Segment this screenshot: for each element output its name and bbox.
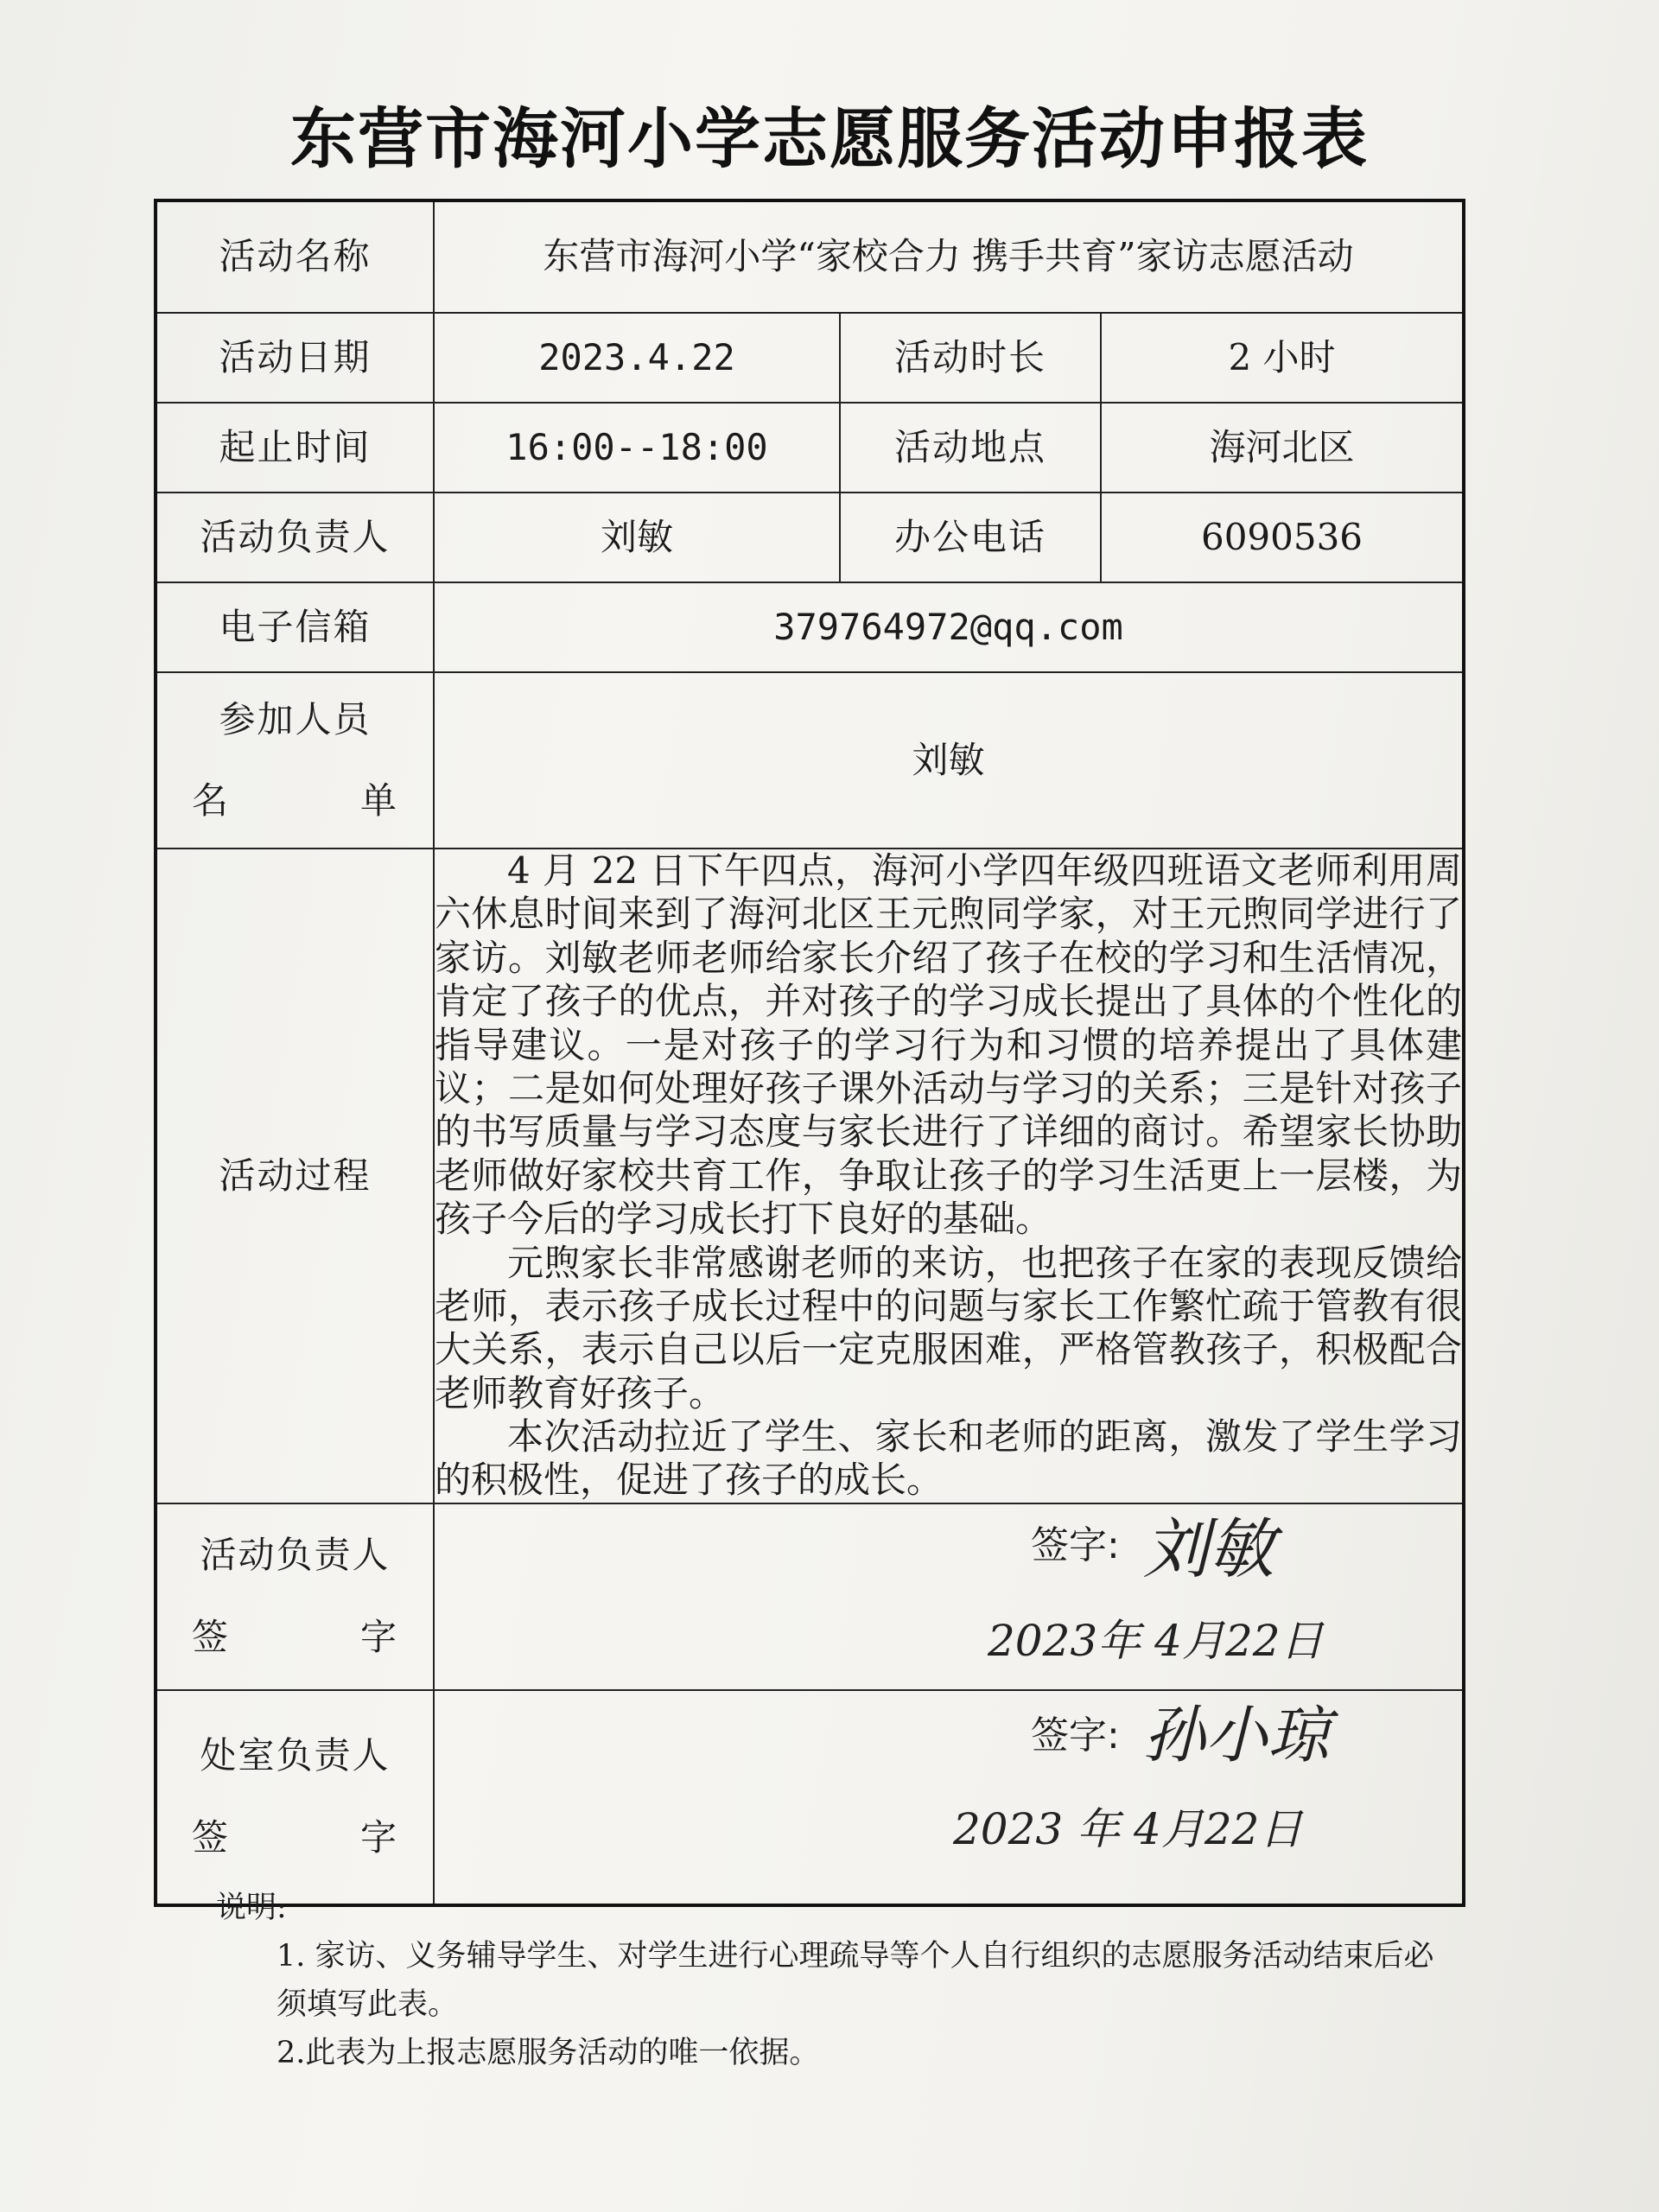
label-participants <box>156 672 434 849</box>
leader-sign-date: 2023年 4月22日 <box>988 1615 1324 1666</box>
office-handwritten-signature: 孙小琼 <box>1143 1698 1331 1771</box>
row-email <box>156 582 1464 672</box>
value-leader: 刘敏 <box>434 493 840 582</box>
row-activity-name <box>156 200 1464 313</box>
form-title: 东营市海河小学志愿服务活动申报表 <box>290 100 1369 177</box>
label-leader: 活动负责人 <box>156 493 434 582</box>
label-office-sign-char-b: 字 <box>359 1815 398 1859</box>
label-office-sign <box>156 1690 434 1905</box>
row-process <box>156 849 1464 1503</box>
row-participants <box>156 672 1464 849</box>
label-time-range: 起止时间 <box>156 403 434 493</box>
value-time-range: 16:00--18:00 <box>434 403 840 493</box>
leader-handwritten-signature: 刘敏 <box>1143 1510 1274 1587</box>
value-office-phone: 6090536 <box>1101 493 1464 582</box>
value-duration: 2 小时 <box>1101 313 1464 403</box>
notes-heading: 说明: <box>216 1891 287 1925</box>
value-activity-date: 2023.4.22 <box>434 313 840 403</box>
label-participants-line1: 参加人员 <box>219 697 372 741</box>
office-sign-date: 2023 年 4月22日 <box>953 1803 1303 1854</box>
office-sign-area <box>434 1690 1464 1905</box>
label-location: 活动地点 <box>840 403 1101 493</box>
label-leader-sign-char-b: 字 <box>359 1615 398 1658</box>
value-process <box>434 849 1464 1503</box>
row-leader-sign <box>156 1503 1464 1690</box>
row-leader-phone <box>156 493 1464 582</box>
label-participants-char-b: 单 <box>359 779 398 822</box>
notes-section <box>216 1884 1460 2077</box>
label-email: 电子信箱 <box>156 582 434 672</box>
notes-item-1: 1. 家访、义务辅导学生、对学生进行心理疏导等个人自行组织的志愿服务活动结束后必须填写此表。 <box>276 1939 1434 2022</box>
notes-item-2: 2.此表为上报志愿服务活动的唯一依据。 <box>276 2036 820 2070</box>
value-email: 379764972@qq.com <box>434 582 1464 672</box>
label-leader-sign <box>156 1503 434 1690</box>
label-activity-name: 活动名称 <box>156 200 434 313</box>
label-duration: 活动时长 <box>840 313 1101 403</box>
label-participants-char-a: 名 <box>192 779 231 822</box>
label-office-sign-line1: 处室负责人 <box>200 1734 391 1777</box>
office-sign-label: 签字: <box>1031 1713 1120 1758</box>
row-date-duration <box>156 313 1464 403</box>
leader-sign-area <box>434 1503 1464 1690</box>
application-form-table <box>154 199 1465 1907</box>
process-paragraph-2: 元煦家长非常感谢老师的来访，也把孩子在家的表现反馈给老师，表示孩子成长过程中的问题与家长工作繁忙疏于管教有很大关系，表示自己以后一定克服困难，严格管教孩子，积极配合老师教育好孩子。 <box>435 1241 1462 1414</box>
row-office-sign <box>156 1690 1464 1905</box>
label-leader-sign-line1: 活动负责人 <box>200 1534 391 1577</box>
leader-sign-label: 签字: <box>1031 1522 1120 1567</box>
process-paragraph-1: 4 月 22 日下午四点，海河小学四年级四班语文老师利用周六休息时间来到了海河北区王元煦同学家，对王元煦同学进行了家访。刘敏老师老师给家长介绍了孩子在校的学习和生活情况，肯定了孩子的优点，并对孩子的学习成长提出了具体的个性化的指导建议。一是对孩子的学习行为和习惯的培养提出了具体建议；二是如何处理好孩子课外活动与学习的关系；三是针对孩子的书写质量与学习态度与家长进行了详细的商讨。希望家长协助老师做好家校共育工作，争取让孩子的学习生活更上一层楼，为孩子今后的学习成长打下良好的基础。 <box>435 849 1462 1241</box>
process-paragraph-3: 本次活动拉近了学生、家长和老师的距离，激发了学生学习的积极性，促进了孩子的成长。 <box>435 1415 1462 1502</box>
label-activity-date: 活动日期 <box>156 313 434 403</box>
value-location: 海河北区 <box>1101 403 1464 493</box>
value-activity-name: 东营市海河小学“家校合力 携手共育”家访志愿活动 <box>434 200 1464 313</box>
value-participants: 刘敏 <box>434 672 1464 849</box>
label-office-sign-char-a: 签 <box>192 1815 231 1859</box>
label-leader-sign-char-a: 签 <box>192 1615 231 1658</box>
row-time-location <box>156 403 1464 493</box>
label-office-phone: 办公电话 <box>840 493 1101 582</box>
label-process: 活动过程 <box>156 849 434 1503</box>
